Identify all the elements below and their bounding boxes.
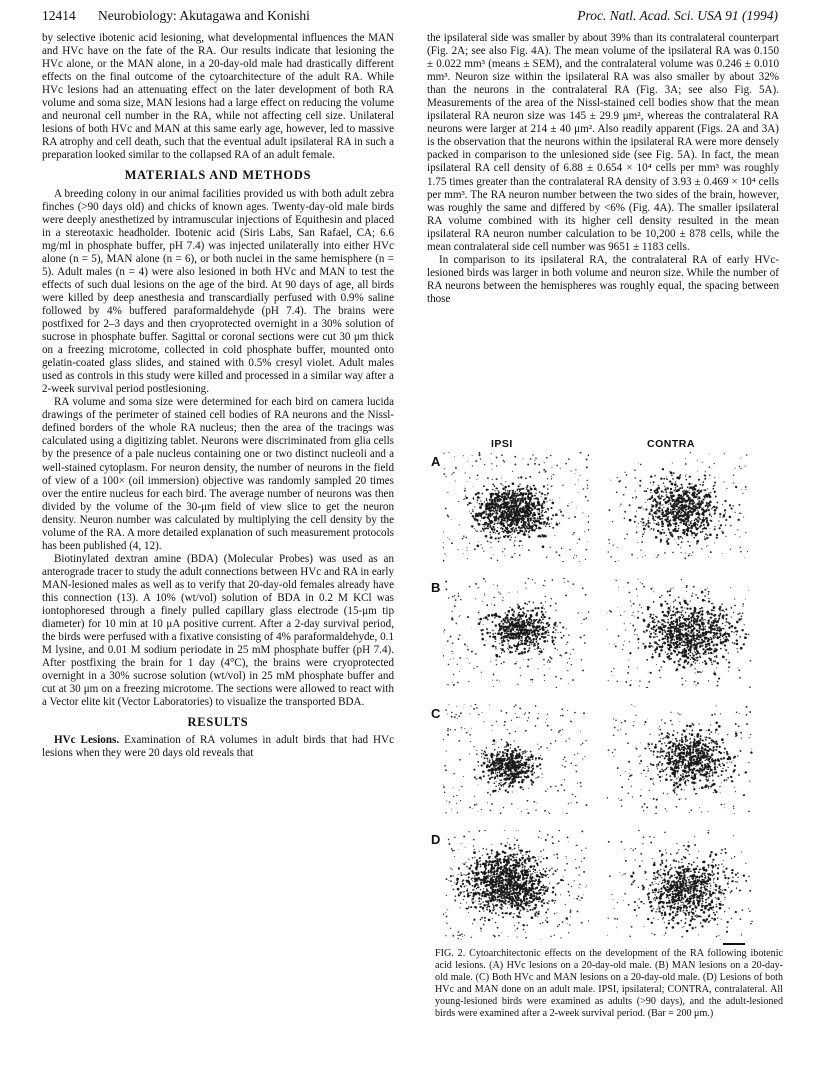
panel-letter-d: D [431,832,441,847]
methods-paragraph-3: Biotinylated dextran amine (BDA) (Molecular Probes) was used as an anterograde tracer to study the adult connections between HVc and RA in early MAN-lesioned males as well as to verify that 20-day-old females already have this connection (13). A 10% (wt/vol) solution of BDA in 0.2 M KCl was iontophoresed through a finely pulled capillary glass electrode (15-μm tip diameter) for 10 min at 10 μA positive current. After a 2-day survival period, the birds were perfused with a fixative consisting of 4% paraformaldehyde, 0.1 M lysine, and 0.01 M sodium periodate in 25 mM phosphate buffer (pH 7.4). After postfixing the brain for 1 day (4°C), the brains were cryoprotected overnight in a 30% sucrose solution (wt/vol) in 25 mM phosphate buffer and cut at 30 μm on a freezing microtome. The sections were allowed to react with a Vector elite kit (Vector Laboratories) to visualize the transported BDA. [42,552,394,709]
micrograph-c-ipsi-svg [443,704,589,814]
results-runin-heading: HVc Lesions. [54,734,120,747]
micrograph-d-ipsi [443,830,589,940]
running-header [42,8,778,28]
micrograph-a-ipsi-svg [443,452,589,562]
micrograph-b-ipsi-svg [443,578,589,688]
right-paragraph-1: the ipsilateral side was smaller by about 39% than its contralateral counterpart (Fig. 2A; see also Fig. 4A). The mean volume of the ipsilateral RA was 0.150 ± 0.022 mm³ (means ± SEM), and the contralateral volume was 0.246 ± 0.010 mm³. Neuron size within the ipsilateral RA was also smaller by about 32% than the neurons in the contralateral RA (Fig. 3A; see also Fig. 5A). Measurements of the area of the Nissl-stained cell bodies show that the mean ipsilateral RA neuron size was 145 ± 29.9 μm², whereas the contralateral RA neurons were larger at 214 ± 40 μm². Also readily apparent (Figs. 2A and 3A) is the observation that the neurons within the ipsilateral RA were more densely packed in comparison to the unlesioned side (see Fig. 5A). In fact, the mean ipsilateral RA cell density of 6.88 ± 0.654 × 10⁴ cells per mm³ was roughly 1.75 times greater than the contralateral RA density of 3.93 ± 0.469 × 10⁴ cells per mm³. The RA neuron number between the two sides of the brain, however, was roughly the same and differed by <6% (Fig. 4A). The smaller ipsilateral RA volume combined with its higher cell density resulted in the mean ipsilateral RA neuron number calculation to be 10,200 ± 878 cells, while the mean contralateral side cell number was 9651 ± 1183 cells. [427,32,779,253]
micrograph-b-contra-svg [607,578,753,688]
right-paragraph-2: In comparison to its ipsilateral RA, the contralateral RA of early HVc-lesioned birds was larger in both volume and neuron size. While the number of RA neurons between the hemispheres was roughly equal, the spacing between those [427,253,779,305]
micrograph-a-contra-svg [607,452,753,562]
micrograph-d-ipsi-svg [443,830,589,940]
figure-column-label-ipsi: IPSI [491,438,513,450]
figure-column-label-contra: CONTRA [647,438,695,450]
methods-paragraph-2: RA volume and soma size were determined for each bird on camera lucida drawings of the perimeter of stained cell bodies of RA neurons and the Nissl-defined borders of the whole RA nucleus; then the area of the tracings was calculated using a digitizing tablet. Neurons were discriminated from glia cells by the presence of a pale nucleus containing one or two distinct nucleoli and a well-stained cytoplasm. For neuron density, the number of neurons in the field of view of a 100× (oil immersion) objective was randomly sampled 20 times over the entire nucleus for each bird. The average number of neurons was then divided by the volume of the 30-μm field of view slice to get the neuron density. Neuron number was calculated by multiplying the cell density by the volume of the RA. A more detailed explanation of such measurement protocols has been published (4, 12). [42,396,394,552]
journal-citation: Proc. Natl. Acad. Sci. USA 91 (1994) [577,8,778,23]
micrograph-c-contra [607,704,753,814]
results-heading: RESULTS [187,715,249,730]
figure-2 [427,438,783,1046]
panel-letter-b: B [431,580,441,595]
left-column [42,32,394,761]
micrograph-c-ipsi [443,704,589,814]
results-paragraph-1 [42,734,394,760]
scale-bar [723,943,745,945]
section-author-line: Neurobiology: Akutagawa and Konishi [98,8,310,23]
results-paragraph-text: Examination of RA volumes in adult birds that had HVc lesions when they were 20 days old reveals that [42,734,394,760]
panel-letter-a: A [431,454,441,469]
right-column [427,32,779,306]
micrograph-c-contra-svg [607,704,753,814]
micrograph-a-ipsi [443,452,589,562]
intro-paragraph: by selective ibotenic acid lesioning, what developmental influences the MAN and HVc have on the fate of the RA. Our results indicate that lesioning the HVc alone, or the MAN alone, in a 20-day-old male had drastically different effects on the final outcome of the cytoarchitecture of the adult RA. While HVc lesions had an attenuating effect on the later development of both RA volume and soma size, MAN lesions had a large effect on reducing the volume and neuronal cell number in the RA, while not affecting cell size. Unilateral lesions of both HVc and MAN at this same early age, however, led to massive RA atrophy and cell death, such that the eventual adult ipsilateral RA in such a preparation looked similar to the collapsed RA of an adult female. [42,32,394,162]
methods-heading: MATERIALS AND METHODS [124,168,312,183]
micrograph-a-contra [607,452,753,562]
figure-caption: FIG. 2. Cytoarchitectonic effects on the development of the RA following ibotenic acid lesions. (A) HVc lesions on a 20-day-old male. (B) MAN lesions on a 20-day-old male. (C) Both HVc and MAN lesions on a 20-day-old male. (D) Lesions of both HVc and MAN done on an adult male. IPSI, ipsilateral; CONTRA, contralateral. All young-lesioned birds were examined as adults (>90 days), and the adult-lesioned birds were examined after a 2-week survival period. (Bar = 200 μm.) [435,948,783,1020]
micrograph-d-contra-svg [607,830,753,940]
page-number: 12414 [42,8,76,23]
micrograph-b-contra [607,578,753,688]
panel-letter-c: C [431,706,441,721]
micrograph-b-ipsi [443,578,589,688]
micrograph-d-contra [607,830,753,940]
methods-paragraph-1: A breeding colony in our animal facilities provided us with both adult zebra finches (>90 days old) and chicks of known ages. Twenty-day-old male birds were deeply anesthetized by intramuscular injections of Equithesin and placed in a stereotaxic headholder. Ibotenic acid (Siris Labs, San Rafael, CA; 6.6 mg/ml in phosphate buffer, pH 7.4) was injected unilaterally into either HVc alone (n = 5), MAN alone (n = 6), or both nuclei in the same hemisphere (n = 5). Adult males (n = 4) were also lesioned in both HVc and MAN to test the effects of such dual lesions on the age of the bird. At 90 days of age, all birds were killed by deep anesthesia and transcardially perfused with 0.9% saline followed by 4% buffered paraformaldehyde (pH 7.4). The brains were postfixed for 2–3 days and then cryoprotected overnight in a 30% solution of sucrose in phosphate buffer. Sagittal or coronal sections were cut 30 μm thick on a freezing microtome, collected in cold phosphate buffer, mounted onto gelatin-coated glass slides, and stained with 0.5% cresyl violet. Adult males used as controls in this study were killed and processed in a similar way after a 2-week survival period postlesioning. [42,187,394,396]
